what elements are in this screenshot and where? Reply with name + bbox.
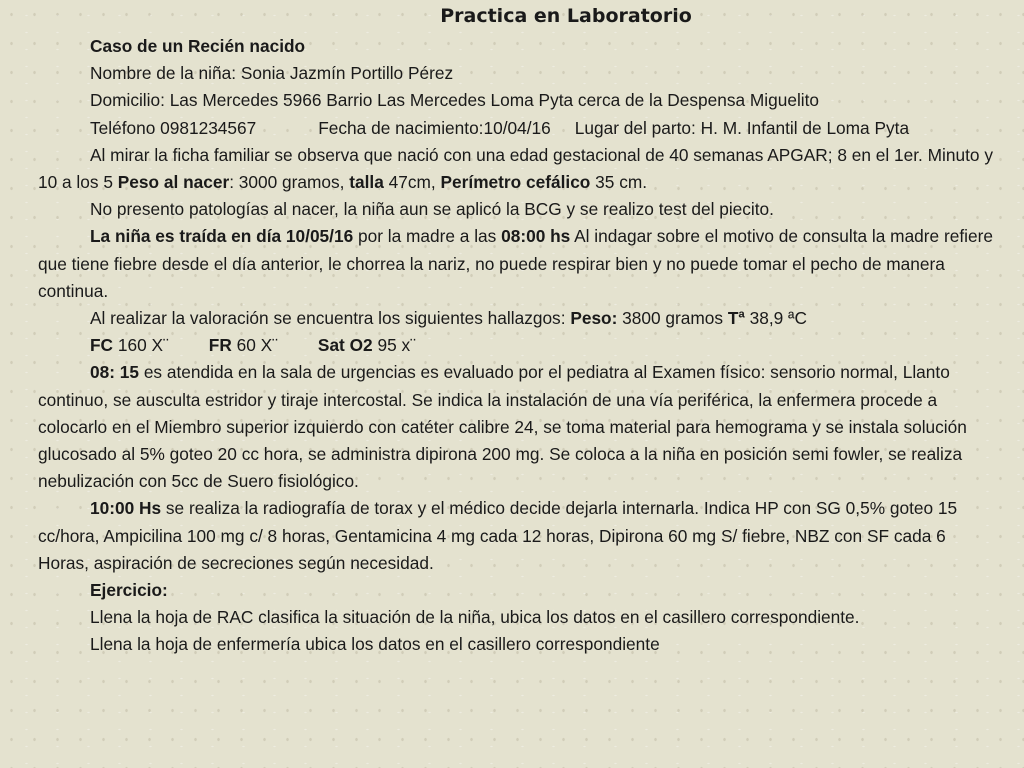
vitals-line <box>38 332 1000 359</box>
birth-weight-label: Peso al nacer <box>117 172 230 193</box>
temperature-label: Tª <box>727 308 745 329</box>
fc-label: FC <box>90 335 114 356</box>
birth-date: Fecha de nacimiento:10/04/16 <box>318 117 551 138</box>
emergency-text: es atendida en la sala de urgencias es evaluado por el pediatra al Examen físico: sensorio normal, Llanto continuo, se ausculta estridor y tiraje intercostal. Se indica la instalación de una vía periférica, la enfermera procede a colocarlo en el Miembro superior izquierdo con catéter calibre 24, se toma material para hemograma y se instala solución glucosado al 5% goteo 20 cc hora, se administra dipirona 200 mg. Se coloca a la niña en posición semi fowler, se realiza nebulización con 5cc de Suero fisiológico. <box>38 362 967 492</box>
xray-time: 10:00 Hs <box>90 498 162 519</box>
pathology-paragraph: No presento patologías al nacer, la niña aun se aplicó la BCG y se realizo test del piecito. <box>90 199 774 220</box>
arrival-text: Al indagar sobre el motivo de consulta la madre refiere que tiene fiebre desde el día anterior, le chorrea la nariz, no puede respirar bien y no puede tomar el pecho de manera continua. <box>38 226 993 301</box>
case-title: Caso de un Recién nacido <box>90 36 306 56</box>
height-value: 47cm, <box>383 172 441 193</box>
birth-weight-value: : 3000 gramos, <box>229 172 350 193</box>
sat-value: 95 x¨ <box>372 335 416 356</box>
birth-place: Lugar del parto: H. M. Infantil de Loma Pyta <box>574 117 910 138</box>
head-circ-label: Perímetro cefálico <box>440 172 591 193</box>
phone: Teléfono 0981234567 <box>90 117 257 138</box>
patient-name: Nombre de la niña: Sonia Jazmín Portillo Pérez <box>90 63 454 84</box>
temperature-value: 38,9 ªC <box>744 308 807 329</box>
case-body <box>38 33 1000 659</box>
exercise-task-2: Llena la hoja de enfermería ubica los datos en el casillero correspondiente <box>90 634 660 655</box>
assessment-text: Al realizar la valoración se encuentra los siguientes hallazgos: <box>90 308 571 329</box>
exercise-heading: Ejercicio: <box>90 580 168 601</box>
gestation-text: Al mirar la ficha familiar se observa que nació con una edad gestacional de 40 semanas APGAR; 8 en el 1er. Minuto y 10 a los 5 <box>38 144 993 193</box>
fr-value: 60 X¨ <box>231 335 278 356</box>
fc-value: 160 X¨ <box>113 335 169 356</box>
emergency-time: 08: 15 <box>90 362 140 383</box>
gestation-paragraph <box>38 142 1000 196</box>
emergency-paragraph <box>38 359 1000 495</box>
height-label: talla <box>349 172 384 193</box>
arrival-hour: 08:00 hs <box>501 226 571 247</box>
sat-label: Sat O2 <box>317 335 373 356</box>
slide-title: Practica en Laboratorio <box>440 5 692 27</box>
xray-paragraph <box>38 495 1000 577</box>
arrival-date: La niña es traída en día 10/05/16 <box>90 226 354 247</box>
head-circ-value: 35 cm. <box>590 172 648 193</box>
arrival-paragraph <box>38 223 1000 305</box>
arrival-mid: por la madre a las <box>353 226 502 247</box>
patient-address: Domicilio: Las Mercedes 5966 Barrio Las Mercedes Loma Pyta cerca de la Despensa Miguelito <box>90 90 820 111</box>
fr-label: FR <box>208 335 232 356</box>
exercise-task-1: Llena la hoja de RAC clasifica la situación de la niña, ubica los datos en el casillero correspondiente. <box>90 607 860 628</box>
xray-text: se realiza la radiografía de torax y el médico decide dejarla internarla. Indica HP con SG 0,5% goteo 15 cc/hora, Ampicilina 100 mg c/ 8 horas, Gentamicina 4 mg cada 12 horas, Dipirona 60 mg S/ fiebre, NBZ con SF cada 6 Horas, aspiración de secreciones según necesidad. <box>38 498 958 573</box>
weight-label: Peso: <box>570 308 618 329</box>
assessment-paragraph <box>38 305 1000 332</box>
weight-value: 3800 gramos <box>617 308 728 329</box>
phone-birth-line <box>38 115 1000 142</box>
